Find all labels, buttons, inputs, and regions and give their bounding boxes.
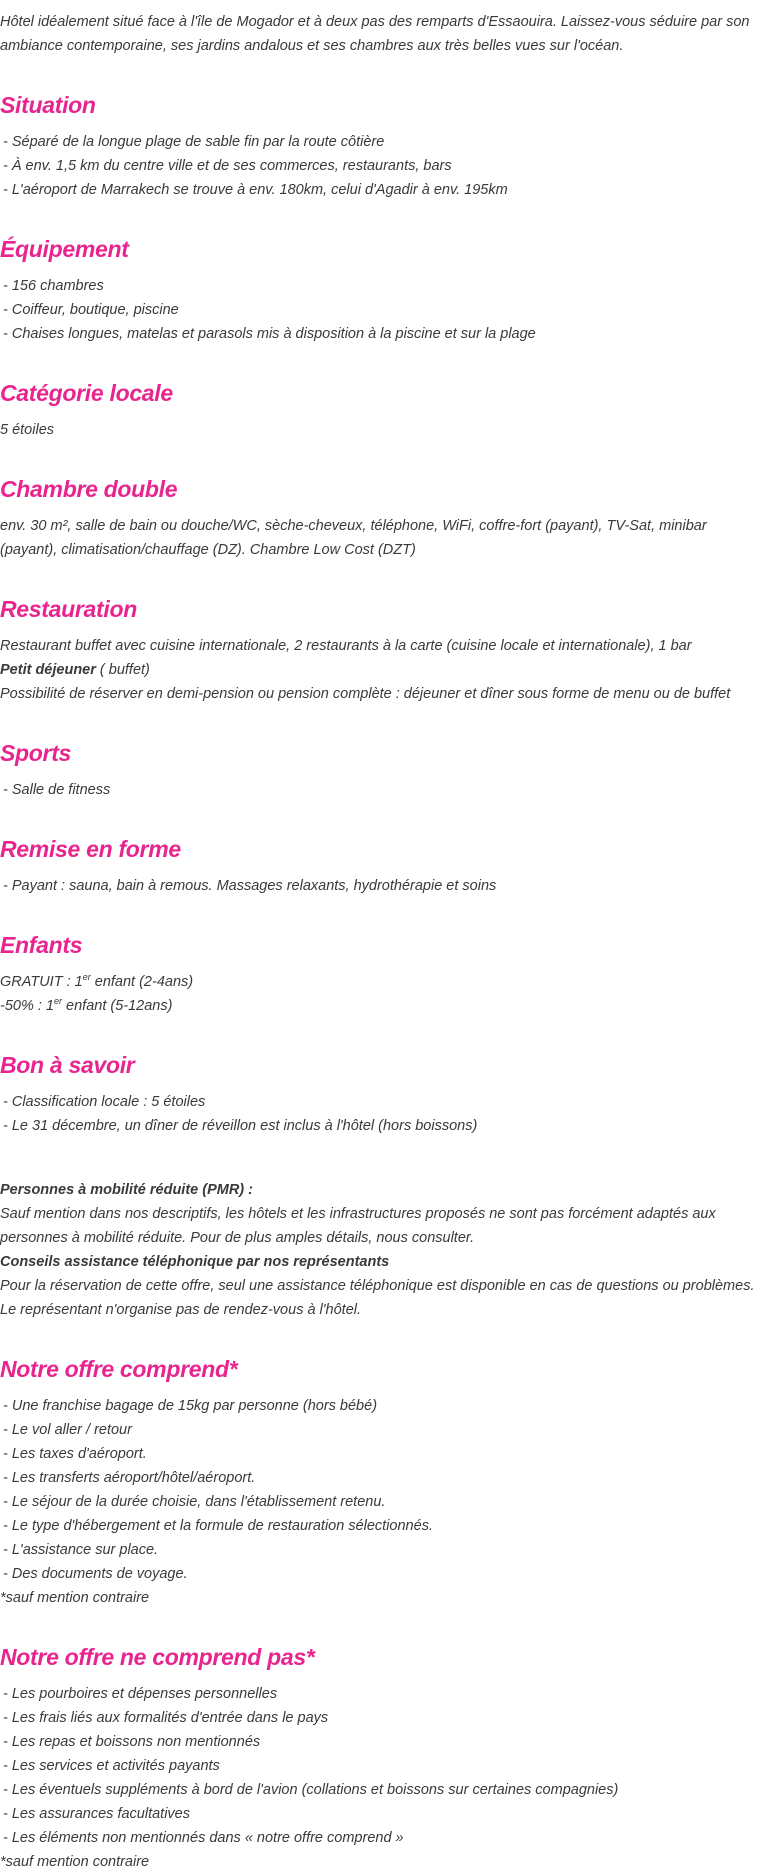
restauration-heading: Restauration <box>0 596 137 622</box>
section-equipement <box>0 232 758 346</box>
list-item: - Classification locale : 5 étoiles <box>3 1094 206 1110</box>
enfants-line <box>0 994 758 1018</box>
sports-heading: Sports <box>0 740 72 766</box>
enfants-suffix: enfant (2-4ans) <box>90 974 194 990</box>
equipement-heading: Équipement <box>0 236 129 262</box>
breakfast-line <box>0 658 758 682</box>
section-bon-savoir <box>0 1048 758 1138</box>
list-item: - Les frais liés aux formalités d'entrée dans le pays <box>3 1710 329 1726</box>
section-ne-comprend <box>0 1640 758 1874</box>
list-item: - Séparé de la longue plage de sable fin par la route côtière <box>3 134 385 150</box>
conseils-label <box>0 1250 758 1274</box>
remise-heading: Remise en forme <box>0 836 181 862</box>
restauration-line: Restaurant buffet avec cuisine internationale, 2 restaurants à la carte (cuisine locale et internationale), 1 bar <box>0 638 692 654</box>
list-item: - Les taxes d'aéroport. <box>3 1446 147 1462</box>
list-item: - L'assistance sur place. <box>3 1542 159 1558</box>
list-item: - Une franchise bagage de 15kg par personne (hors bébé) <box>3 1398 378 1414</box>
conseils-label-text: Conseils assistance téléphonique par nos représentants <box>0 1254 390 1270</box>
section-remise <box>0 832 758 898</box>
bon-savoir-heading: Bon à savoir <box>0 1052 135 1078</box>
list-item: - Les assurances facultatives <box>3 1806 190 1822</box>
list-item: - 156 chambres <box>3 278 104 294</box>
pmr-label-text: Personnes à mobilité réduite (PMR) : <box>0 1182 253 1198</box>
chambre-heading: Chambre double <box>0 476 178 502</box>
list-item: - À env. 1,5 km du centre ville et de ses commerces, restaurants, bars <box>3 158 452 174</box>
enfants-suffix: enfant (5-12ans) <box>62 998 173 1014</box>
list-item: - Le séjour de la durée choisie, dans l'établissement retenu. <box>3 1494 386 1510</box>
intro-text: Hôtel idéalement situé face à l'île de Mogador et à deux pas des remparts d'Essaouira. Laissez-vous séduire par son ambiance contemporaine, ses jardins andalous et ses chambres aux très belles vues sur l'océan. <box>0 14 750 54</box>
breakfast-value: ( buffet) <box>95 662 150 678</box>
list-item: - Les pourboires et dépenses personnelles <box>3 1686 278 1702</box>
pmr-label <box>0 1178 758 1202</box>
categorie-heading: Catégorie locale <box>0 380 173 406</box>
list-item: - Les éventuels suppléments à bord de l'avion (collations et boissons sur certaines compagnies) <box>3 1782 619 1798</box>
categorie-text: 5 étoiles <box>0 422 55 438</box>
enfants-heading: Enfants <box>0 932 83 958</box>
section-pmr <box>0 1178 758 1322</box>
list-item: - Les services et activités payants <box>3 1758 220 1774</box>
ne-comprend-heading: Notre offre ne comprend pas* <box>0 1644 315 1670</box>
chambre-text: env. 30 m², salle de bain ou douche/WC, sèche-cheveux, téléphone, WiFi, coffre-fort (payant), TV-Sat, minibar (payant), climatisation/chauffage (DZ). Chambre Low Cost (DZT) <box>0 518 707 558</box>
enfants-sup: er <box>54 996 63 1006</box>
list-item: - L'aéroport de Marrakech se trouve à env. 180km, celui d'Agadir à env. 195km <box>3 182 508 198</box>
list-item: - Coiffeur, boutique, piscine <box>3 302 179 318</box>
list-item: - Payant : sauna, bain à remous. Massages relaxants, hydrothérapie et soins <box>3 878 497 894</box>
list-item: - Les repas et boissons non mentionnés <box>3 1734 261 1750</box>
restauration-line: Possibilité de réserver en demi-pension ou pension complète : déjeuner et dîner sous forme de menu ou de buffet <box>0 686 731 702</box>
section-chambre <box>0 472 758 562</box>
section-restauration <box>0 592 758 706</box>
situation-heading: Situation <box>0 92 96 118</box>
enfants-prefix: GRATUIT : 1 <box>0 974 83 990</box>
list-item: - Salle de fitness <box>3 782 111 798</box>
section-situation <box>0 88 758 202</box>
enfants-prefix: -50% : 1 <box>0 998 54 1014</box>
list-item: - Les transferts aéroport/hôtel/aéroport. <box>3 1470 256 1486</box>
list-item: - Chaises longues, matelas et parasols mis à disposition à la piscine et sur la plage <box>3 326 536 342</box>
list-item: - Le vol aller / retour <box>3 1422 132 1438</box>
list-item: - Le type d'hébergement et la formule de restauration sélectionnés. <box>3 1518 433 1534</box>
enfants-sup: er <box>82 972 91 982</box>
comprend-heading: Notre offre comprend* <box>0 1356 238 1382</box>
breakfast-label: Petit déjeuner <box>0 662 96 678</box>
list-item: - Le 31 décembre, un dîner de réveillon est inclus à l'hôtel (hors boissons) <box>3 1118 478 1134</box>
comprend-note: *sauf mention contraire <box>0 1590 150 1606</box>
section-comprend <box>0 1352 758 1610</box>
section-enfants <box>0 928 758 1018</box>
list-item: - Les éléments non mentionnés dans « notre offre comprend » <box>3 1830 404 1846</box>
section-sports <box>0 736 758 802</box>
list-item: - Des documents de voyage. <box>3 1566 188 1582</box>
conseils-text: Pour la réservation de cette offre, seul une assistance téléphonique est disponible en cas de questions ou problèmes. Le représentant n'organise pas de rendez-vous à l'hôtel. <box>0 1278 755 1318</box>
section-categorie <box>0 376 758 442</box>
ne-comprend-note: *sauf mention contraire <box>0 1854 150 1870</box>
enfants-line <box>0 970 758 994</box>
pmr-text: Sauf mention dans nos descriptifs, les hôtels et les infrastructures proposés ne sont pas forcément adaptés aux personnes à mobilité réduite. Pour de plus amples détails, nous consulter. <box>0 1206 716 1246</box>
